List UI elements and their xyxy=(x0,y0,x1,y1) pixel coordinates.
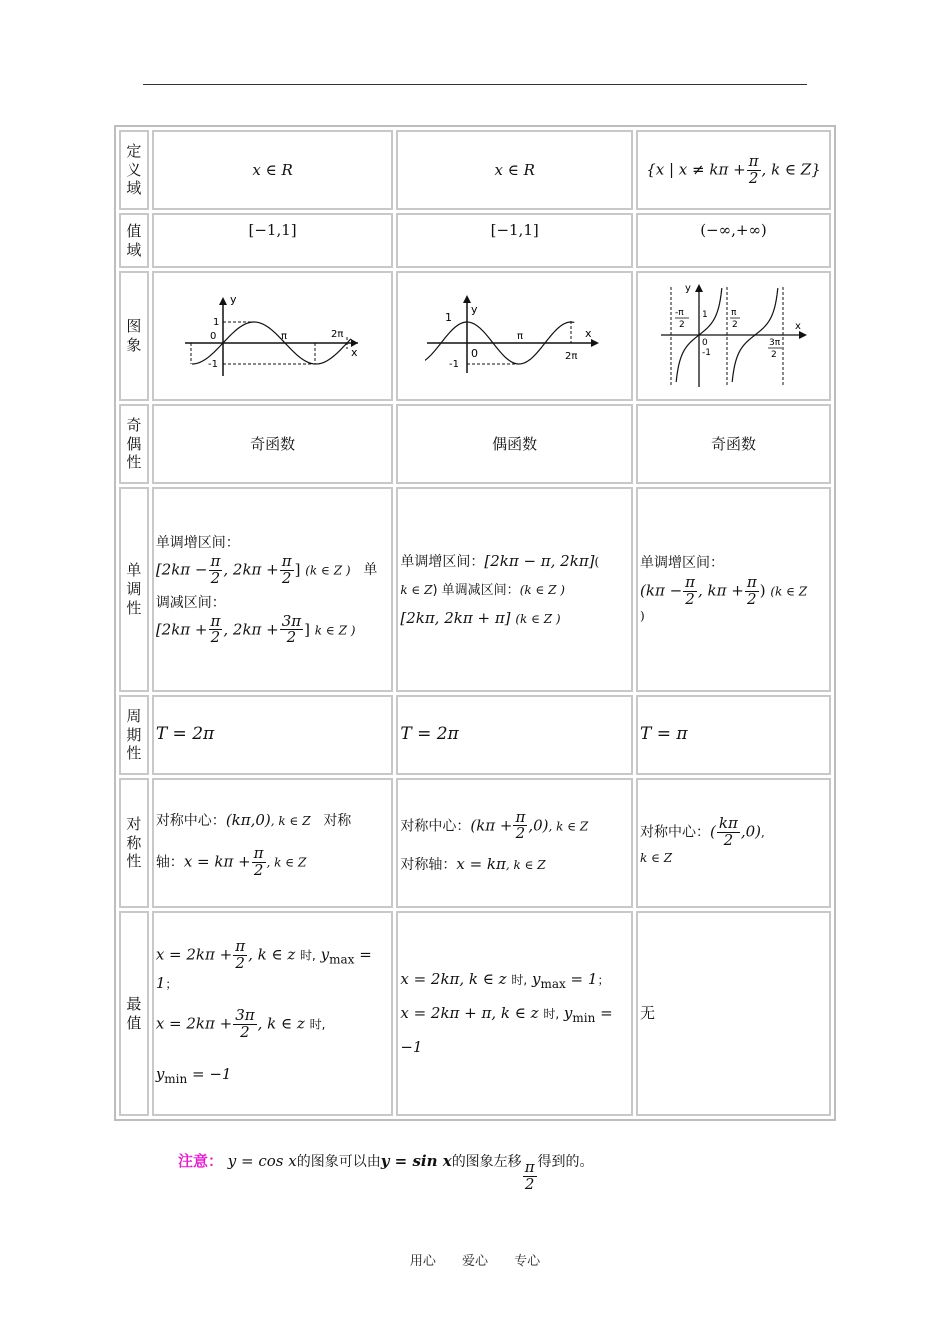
sin-ymax: y xyxy=(320,945,330,964)
cos-parity: 偶函数 xyxy=(396,404,633,484)
header-range xyxy=(119,213,149,268)
label-zero: 0 xyxy=(470,346,478,360)
tan-period: T = π xyxy=(636,695,831,775)
header-parity xyxy=(119,404,149,484)
header-extreme-text: 最 值 xyxy=(126,994,142,1032)
frac-den: 2 xyxy=(281,568,292,587)
sin-parity: 奇函数 xyxy=(152,404,394,484)
sin-shi1: 时, xyxy=(300,948,316,963)
sin-axis-a: x = kπ + xyxy=(183,852,251,871)
tan-inc-c: ) xyxy=(759,581,766,600)
frac-num: π xyxy=(685,572,695,591)
frac-den: 2 xyxy=(515,824,526,843)
sin-dec-b: , 2kπ + xyxy=(223,619,279,638)
sin-inc-interval xyxy=(156,554,390,587)
cos-graph xyxy=(425,291,605,377)
cos-inc-label: 单调增区间： xyxy=(400,553,485,570)
cos-max-sub: max xyxy=(540,976,566,991)
sin-domain: x ∈ R xyxy=(152,130,394,210)
cos-center-label: 对称中心： xyxy=(400,817,471,834)
cos-min: x = 2kπ + π, k ∈ z xyxy=(400,1004,539,1022)
cos-axis: x = kπ xyxy=(456,855,506,874)
tan-symmetry xyxy=(636,778,831,908)
frac xyxy=(280,611,303,647)
label-one: 1 xyxy=(212,316,219,328)
sin-axis-kz: , k ∈ Z xyxy=(266,855,307,870)
sin-dec-label: 调减区间： xyxy=(155,594,226,611)
sin-min-b: , k ∈ z xyxy=(257,1014,305,1033)
label-zero: 0 xyxy=(209,330,216,342)
label-two: 2 xyxy=(770,349,777,360)
frac-num: π xyxy=(210,552,221,570)
cos-semi: ； xyxy=(597,972,610,987)
cos-inc-line xyxy=(400,547,629,576)
frac-num: π xyxy=(210,611,221,630)
frac xyxy=(233,1008,256,1041)
frac xyxy=(209,554,223,587)
sin-center: (kπ,0) xyxy=(225,810,271,829)
label-3pi: 3π xyxy=(768,337,780,348)
cos-min-val: = −1 xyxy=(400,1004,613,1057)
sin-symmetry xyxy=(152,778,394,908)
frac xyxy=(683,572,697,608)
label-x: x xyxy=(794,320,801,332)
label-2pi: 2π xyxy=(330,328,343,340)
note-text3: 得到的。 xyxy=(537,1154,594,1170)
header-extreme xyxy=(119,911,149,1116)
frac-den: 2 xyxy=(210,628,221,647)
note-text1: 的图象可以由 xyxy=(296,1154,381,1170)
header-parity-text: 奇 偶 性 xyxy=(126,415,142,472)
page-footer: 用心 爱心 专心 xyxy=(409,1254,541,1269)
cos-dec-interval-line xyxy=(400,604,629,633)
frac-den: 2 xyxy=(286,628,297,647)
cos-axis-kz: , k ∈ Z xyxy=(505,858,546,873)
label-pi-over: π xyxy=(730,307,736,318)
row-domain xyxy=(119,130,831,210)
tan-close: ) xyxy=(640,609,645,624)
frac xyxy=(233,939,247,972)
tan-extreme: 无 xyxy=(636,911,831,1116)
frac-num: 3π xyxy=(235,1006,255,1025)
frac-num: π xyxy=(515,807,526,826)
cos-symmetry xyxy=(396,778,633,908)
sin-max-line xyxy=(156,939,390,994)
note-expr2: y = sin x xyxy=(380,1152,452,1170)
cos-paren: ( xyxy=(594,554,600,569)
tan-comma: , xyxy=(760,825,765,840)
cos-extreme xyxy=(396,911,633,1116)
x-arrow-icon xyxy=(799,331,807,339)
y-arrow-icon xyxy=(463,295,471,303)
frac-den: 2 xyxy=(240,1023,250,1041)
sin-extreme xyxy=(152,911,394,1116)
row-range xyxy=(119,213,831,268)
sin-inc-a: [2kπ − xyxy=(155,560,208,579)
cos-period: T = 2π xyxy=(396,695,633,775)
header-monotonic-text: 单 调 性 xyxy=(126,561,142,617)
frac-den: 2 xyxy=(748,168,759,187)
cos-inc: [2kπ − π, 2kπ] xyxy=(484,551,595,570)
cos-min-sub: min xyxy=(572,1011,596,1025)
label-neg-one: -1 xyxy=(207,358,218,370)
frac-num: π xyxy=(253,843,264,862)
cos-shi1: 时, xyxy=(511,972,528,987)
header-domain xyxy=(119,130,149,210)
cos-graph-cell xyxy=(396,271,633,401)
tan-kz: (k ∈ Z xyxy=(770,584,808,599)
x-arrow-icon xyxy=(591,339,599,347)
label-pi: π xyxy=(280,330,287,342)
header-range-text: 值 域 xyxy=(126,221,142,259)
y-arrow-icon xyxy=(695,284,703,292)
cos-axis-label: 对称轴： xyxy=(400,857,457,874)
sin-inc-b: , 2kπ + xyxy=(223,560,279,579)
cos-max-line xyxy=(400,963,629,997)
frac-den: 2 xyxy=(253,860,264,879)
cos-dec: [2kπ, 2kπ + π] xyxy=(400,608,511,627)
sin-inc-c: ] xyxy=(294,560,301,579)
sin-max-val: = 1 xyxy=(155,945,372,992)
frac-den: 2 xyxy=(524,1174,535,1193)
label-pi: π xyxy=(516,330,523,342)
sin-axis-line xyxy=(155,843,390,879)
label-2pi: 2π xyxy=(564,350,578,362)
sin-min-val: = −1 xyxy=(192,1064,232,1083)
sin-kz1: (k ∈ Z ) xyxy=(305,563,351,578)
sin-min-sub: min xyxy=(164,1071,188,1086)
frac-num: π xyxy=(746,572,757,591)
sin-period: T = 2π xyxy=(152,695,394,775)
label-y: y xyxy=(470,302,478,316)
sin-axis-pre: 对称 xyxy=(323,812,352,829)
sin-kz2: k ∈ Z ) xyxy=(314,622,356,637)
label-neg-one: -1 xyxy=(701,347,711,358)
tan-domain-close: , k ∈ Z} xyxy=(761,160,821,178)
tan-center-close: ,0) xyxy=(740,822,761,841)
frac-den: 2 xyxy=(235,954,245,972)
label-y: y xyxy=(229,292,237,306)
label-zero: 0 xyxy=(701,337,708,348)
cos-kz1: k ∈ Z xyxy=(400,583,433,598)
sin-center-line xyxy=(156,808,390,832)
tan-inc-a: (kπ − xyxy=(640,581,683,600)
label-x: x xyxy=(350,345,358,359)
header-period xyxy=(119,695,149,775)
label-two: 2 xyxy=(731,319,738,330)
cos-domain: x ∈ R xyxy=(396,130,633,210)
tan-parity: 奇函数 xyxy=(636,404,831,484)
tan-domain-open: {x | x ≠ kπ + xyxy=(646,160,746,178)
sin-max-a: x = 2kπ + xyxy=(155,945,233,964)
label-x: x xyxy=(584,326,592,340)
frac-den: 2 xyxy=(685,589,695,608)
frac-den: 2 xyxy=(746,589,757,608)
tan-graph-cell xyxy=(636,271,831,401)
cos-center-a: (kπ + xyxy=(470,815,513,834)
sin-axis-label: 轴： xyxy=(155,854,184,871)
sin-center-label: 对称中心： xyxy=(155,812,226,829)
header-symmetry-text: 对 称 性 xyxy=(126,814,142,871)
frac xyxy=(252,843,266,879)
note-expr1: y = cos x xyxy=(227,1152,297,1170)
row-period xyxy=(119,695,831,775)
cos-min-line xyxy=(400,997,629,1064)
header-domain-text: 定 义 域 xyxy=(126,141,142,198)
trig-properties-table xyxy=(114,125,836,1121)
frac-den: 2 xyxy=(210,568,221,587)
tan-kz: k ∈ Z xyxy=(640,851,673,866)
sin-range: [−1,1] xyxy=(152,213,394,268)
sin-semi: ； xyxy=(165,976,178,991)
frac xyxy=(513,807,527,843)
header-graph xyxy=(119,271,149,401)
sin-kz: , k ∈ Z xyxy=(270,813,311,828)
note-text2: 的图象左移 xyxy=(451,1154,522,1170)
tan-domain xyxy=(636,130,831,210)
frac xyxy=(209,611,223,647)
cos-ymax: y xyxy=(531,969,541,988)
note-frac xyxy=(523,1160,537,1193)
header-symmetry xyxy=(119,778,149,908)
sin-dec-c: ] xyxy=(304,619,310,638)
cos-max-val: = 1 xyxy=(570,969,598,988)
cos-kz3: (k ∈ Z ) xyxy=(515,611,561,626)
frac-den: 2 xyxy=(723,830,734,849)
sin-inc-label: 单调增区间： xyxy=(155,535,240,551)
frac-num: π xyxy=(281,552,292,570)
header-period-text: 周 期 性 xyxy=(126,706,142,763)
frac-num: kπ xyxy=(718,813,738,832)
frac xyxy=(717,813,740,849)
label-neg-one: -1 xyxy=(448,358,459,370)
tan-monotonic xyxy=(636,487,831,692)
note-label: 注意： xyxy=(178,1152,224,1170)
header-graph-text: 图 象 xyxy=(126,317,142,354)
sin-max-b: , k ∈ z xyxy=(248,945,296,964)
sin-monotonic xyxy=(152,487,394,692)
frac-num: π xyxy=(748,151,759,170)
note-line xyxy=(178,1150,594,1193)
frac-num: π xyxy=(235,937,246,956)
sin-shi2: 时, xyxy=(309,1017,326,1032)
cos-max: x = 2kπ, k ∈ z xyxy=(400,969,507,988)
tan-graph xyxy=(659,279,809,389)
cos-range: [−1,1] xyxy=(396,213,633,268)
cos-center-line xyxy=(400,807,629,843)
cos-center-kz: , k ∈ Z xyxy=(548,818,589,833)
sin-min-a: x = 2kπ + xyxy=(155,1014,233,1033)
cos-ymin: y xyxy=(563,1004,573,1022)
row-graph xyxy=(119,271,831,401)
label-one: 1 xyxy=(444,310,452,324)
label-neg-pi: -π xyxy=(674,307,684,318)
y-arrow-icon xyxy=(219,297,227,305)
tan-inc-interval xyxy=(640,572,827,608)
sin-graph xyxy=(183,291,363,377)
cos-shi2: 时, xyxy=(543,1007,560,1021)
frac xyxy=(745,572,759,608)
label-two: 2 xyxy=(678,319,685,330)
label-y: y xyxy=(684,282,691,294)
tan-inc-label: 单调增区间： xyxy=(640,555,724,572)
row-extreme xyxy=(119,911,831,1116)
frac xyxy=(280,554,294,587)
label-one: 1 xyxy=(701,309,708,320)
sin-min-value xyxy=(156,1063,390,1088)
row-monotonic xyxy=(119,487,831,692)
tan-range: (−∞,+∞) xyxy=(636,213,831,268)
cos-center-b: ,0) xyxy=(528,815,549,834)
sin-max-sub: max xyxy=(329,952,355,967)
header-rule xyxy=(143,84,807,85)
row-parity xyxy=(119,404,831,484)
cos-axis-line xyxy=(400,852,629,876)
sin-dan: 单 xyxy=(363,562,378,579)
tan-domain-frac xyxy=(747,151,761,187)
sin-dec-a: [2kπ + xyxy=(155,619,208,638)
cos-dec-line xyxy=(400,575,629,604)
cos-dec-label: ) 单调减区间： xyxy=(432,583,520,599)
header-monotonic xyxy=(119,487,149,692)
cos-kz2: (k ∈ Z ) xyxy=(519,583,565,598)
tan-center-line: 对称中心：( $\frac{k\pi}{2}$ ,0), xyxy=(640,813,765,849)
row-symmetry xyxy=(119,778,831,908)
sin-ymin: y xyxy=(155,1064,165,1083)
sin-min-line xyxy=(156,1008,390,1041)
frac-num: π xyxy=(524,1158,535,1176)
tan-center-label: 对称中心： xyxy=(640,824,710,841)
cos-monotonic xyxy=(396,487,633,692)
sin-dec-interval xyxy=(155,611,390,647)
frac-num: 3π xyxy=(281,611,302,630)
sin-graph-cell xyxy=(152,271,394,401)
tan-inc-b: , kπ + xyxy=(698,581,744,600)
